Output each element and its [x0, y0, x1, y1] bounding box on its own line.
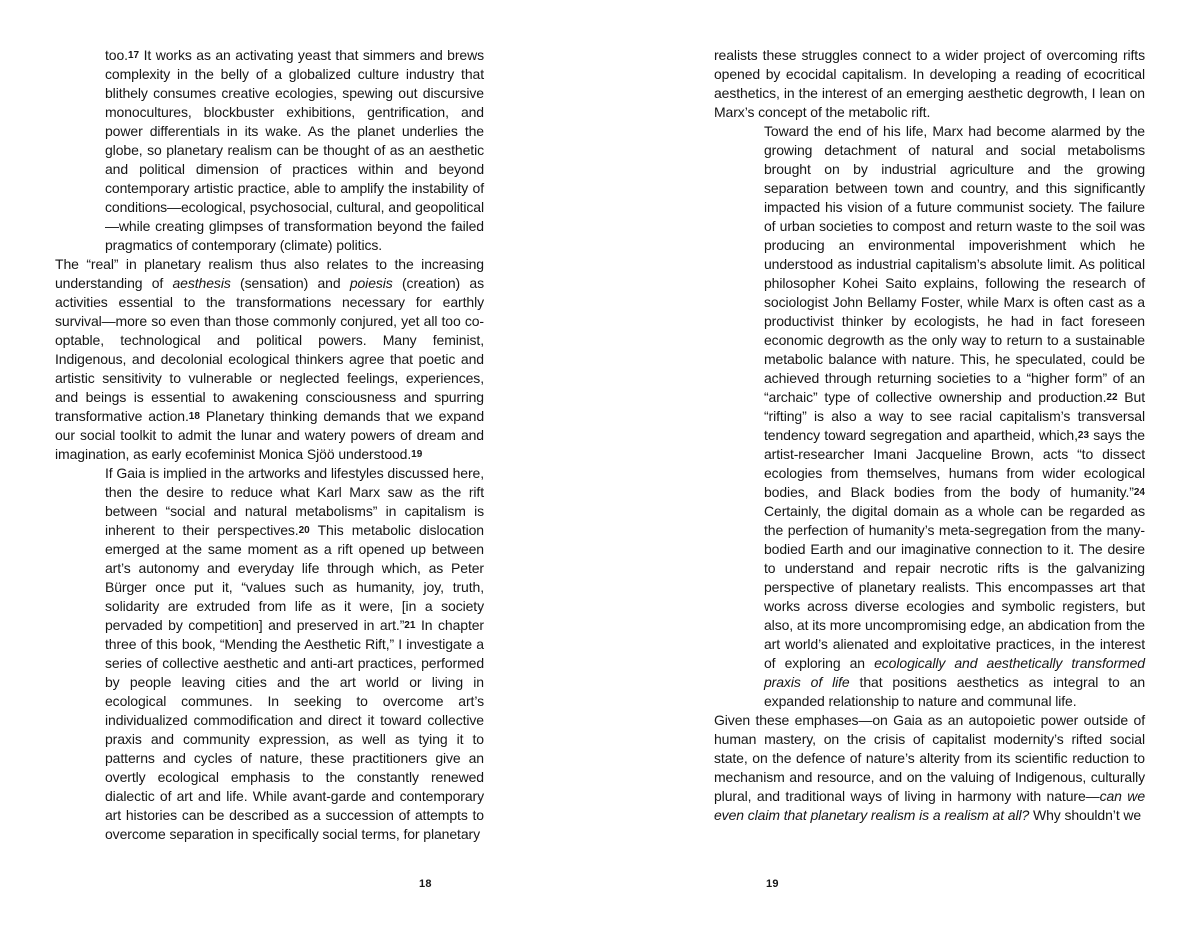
text-segment: (sensation) and	[230, 275, 350, 291]
text-segment: This metabolic dislocation emerged at the same moment as a rift opened up between art’s autonomy and everyday life through which, as Peter Bürger once put it, “values such as humanity, joy, truth, solidarity are extruded from life as it were, [in a society pervaded by competition] and preserved in art.”	[105, 522, 484, 633]
text-column-left	[55, 46, 484, 844]
footnote-marker: 23	[1077, 430, 1090, 441]
quote-paragraph	[764, 122, 1145, 711]
quote-paragraph	[105, 464, 484, 844]
text-segment: (creation) as activities essential to the transformations necessary for earthly survival—more so even than those commonly conjured, yet all too co-optable, technological and political powers. Many feminist, Indigenous, and decolonial ecological thinkers agree that poetic and artistic sensitivity to vulnerable or neglected feelings, experiences, and beings is essential to awakening consciousness and spurring transformative action.	[55, 275, 484, 424]
footnote-marker: 20	[298, 525, 310, 536]
text-segment: that positions aesthetics as integral to an expanded relationship to nature and communal life.	[764, 674, 1146, 709]
footnote-marker: 17	[127, 50, 140, 61]
book-page-right	[600, 0, 1200, 929]
page-number-right: 19	[766, 878, 779, 890]
footnote-marker: 18	[188, 411, 200, 422]
text-column-right	[714, 46, 1145, 825]
footnote-marker: 21	[404, 620, 416, 631]
text-segment: Certainly, the digital domain as a whole can be regarded as the perfection of humanity’s meta-segregation from the many-bodied Earth and our imaginative connection to it. The desire to understand and repair necrotic rifts is the galvanizing perspective of planetary realists. This encompasses art that works across diverse ecologies and symbolic registers, but also, at its more uncompromising edge, an abdication from the art world’s alienated and exploitative practices, in the interest of exploring an	[764, 503, 1145, 671]
body-paragraph	[55, 255, 484, 464]
body-paragraph	[714, 711, 1145, 825]
footnote-marker: 19	[411, 449, 423, 460]
text-segment: Given these emphases—on Gaia as an autopoietic power outside of human mastery, on the crisis of capitalist modernity’s rifted social state, on the defence of nature’s alterity from its scientific reduction to mechanism and resource, and on the valuing of Indigenous, culturally plural, and traditional ways of living in harmony with nature—	[714, 712, 1145, 804]
text-segment: ecologically and aesthetically transformed praxis of life	[764, 655, 1145, 690]
text-segment: realists these struggles connect to a wider project of overcoming rifts opened by ecocidal capitalism. In developing a reading of ecocritical aesthetics, in the interest of an emerging aesthetic degrowth, I lean on Marx’s concept of the metabolic rift.	[714, 47, 1145, 120]
text-segment: In chapter three of this book, “Mending the Aesthetic Rift,” I investigate a series of collective aesthetic and anti-art practices, performed by people leaving cities and the art world or living in ecological communes. In seeking to overcome art’s individualized commodification and direct it toward collective praxis and community expression, as well as tying it to patterns and cycles of nature, these practitioners give an overtly ecological emphasis to the constantly renewed dialectic of art and life. While avant-garde and contemporary art histories can be described as a succession of attempts to overcome separation in specifically social terms, for planetary	[105, 617, 484, 842]
text-segment: Planetary thinking demands that we expand our social toolkit to admit the lunar and watery powers of dream and imagination, as early ecofeminist Monica Sjöö understood.	[55, 408, 485, 462]
text-segment: If Gaia is implied in the artworks and lifestyles discussed here, then the desire to reduce what Karl Marx saw as the rift between “social and natural metabolisms” in capitalism is inherent to their perspectives.	[105, 465, 484, 538]
text-segment: It works as an activating yeast that simmers and brews complexity in the belly of a globalized culture industry that blithely consumes creative ecologies, spewing out discursive monocultures, blockbuster exhibitions, gentrification, and power differentials in its wake. As the planet underlies the globe, so planetary realism can be thought of as an aesthetic and political dimension of practices within and beyond contemporary artistic practice, able to amplify the instability of conditions—ecological, psychosocial, cultural, and geopolitical—while creating glimpses of transformation beyond the failed pragmatics of contemporary (climate) politics.	[105, 47, 484, 253]
quote-paragraph	[105, 46, 484, 255]
footnote-marker: 24	[1133, 487, 1145, 498]
text-segment: says the artist-researcher Imani Jacqueline Brown, acts “to dissect ecologies from themselves, humans from wider ecological bodies, and Black bodies from the body of humanity.”	[764, 427, 1145, 500]
text-segment: aesthesis	[172, 275, 231, 291]
text-segment: can we even claim that planetary realism is a realism at all?	[714, 788, 1146, 823]
text-segment: poiesis	[349, 275, 393, 291]
text-segment: Why shouldn’t we	[1029, 807, 1142, 823]
text-segment: The “real” in planetary realism thus also relates to the increasing understanding of	[55, 256, 484, 291]
footnote-marker: 22	[1106, 392, 1118, 403]
body-paragraph	[714, 46, 1145, 122]
page-number-left: 18	[419, 878, 432, 890]
text-segment: too.	[105, 47, 128, 63]
text-segment: But “rifting” is also a way to see racial capitalism’s transversal tendency toward segregation and apartheid, which,	[764, 389, 1145, 443]
text-segment: Toward the end of his life, Marx had become alarmed by the growing detachment of natural and social metabolisms brought on by industrial agriculture and the growing separation between town and country, and this significantly impacted his vision of a future communist society. The failure of urban societies to compost and return waste to the soil was producing an environmental impoverishment which he understood as industrial capitalism’s absolute limit. As political philosopher Kohei Saito explains, following the research of sociologist John Bellamy Foster, while Marx is often cast as a productivist thinker by ecologists, he had in fact foreseen economic degrowth as the only way to return to a sustainable metabolic balance with nature. This, he speculated, could be achieved through returning societies to a “higher form” of an “archaic” type of collective ownership and production.	[764, 123, 1145, 405]
